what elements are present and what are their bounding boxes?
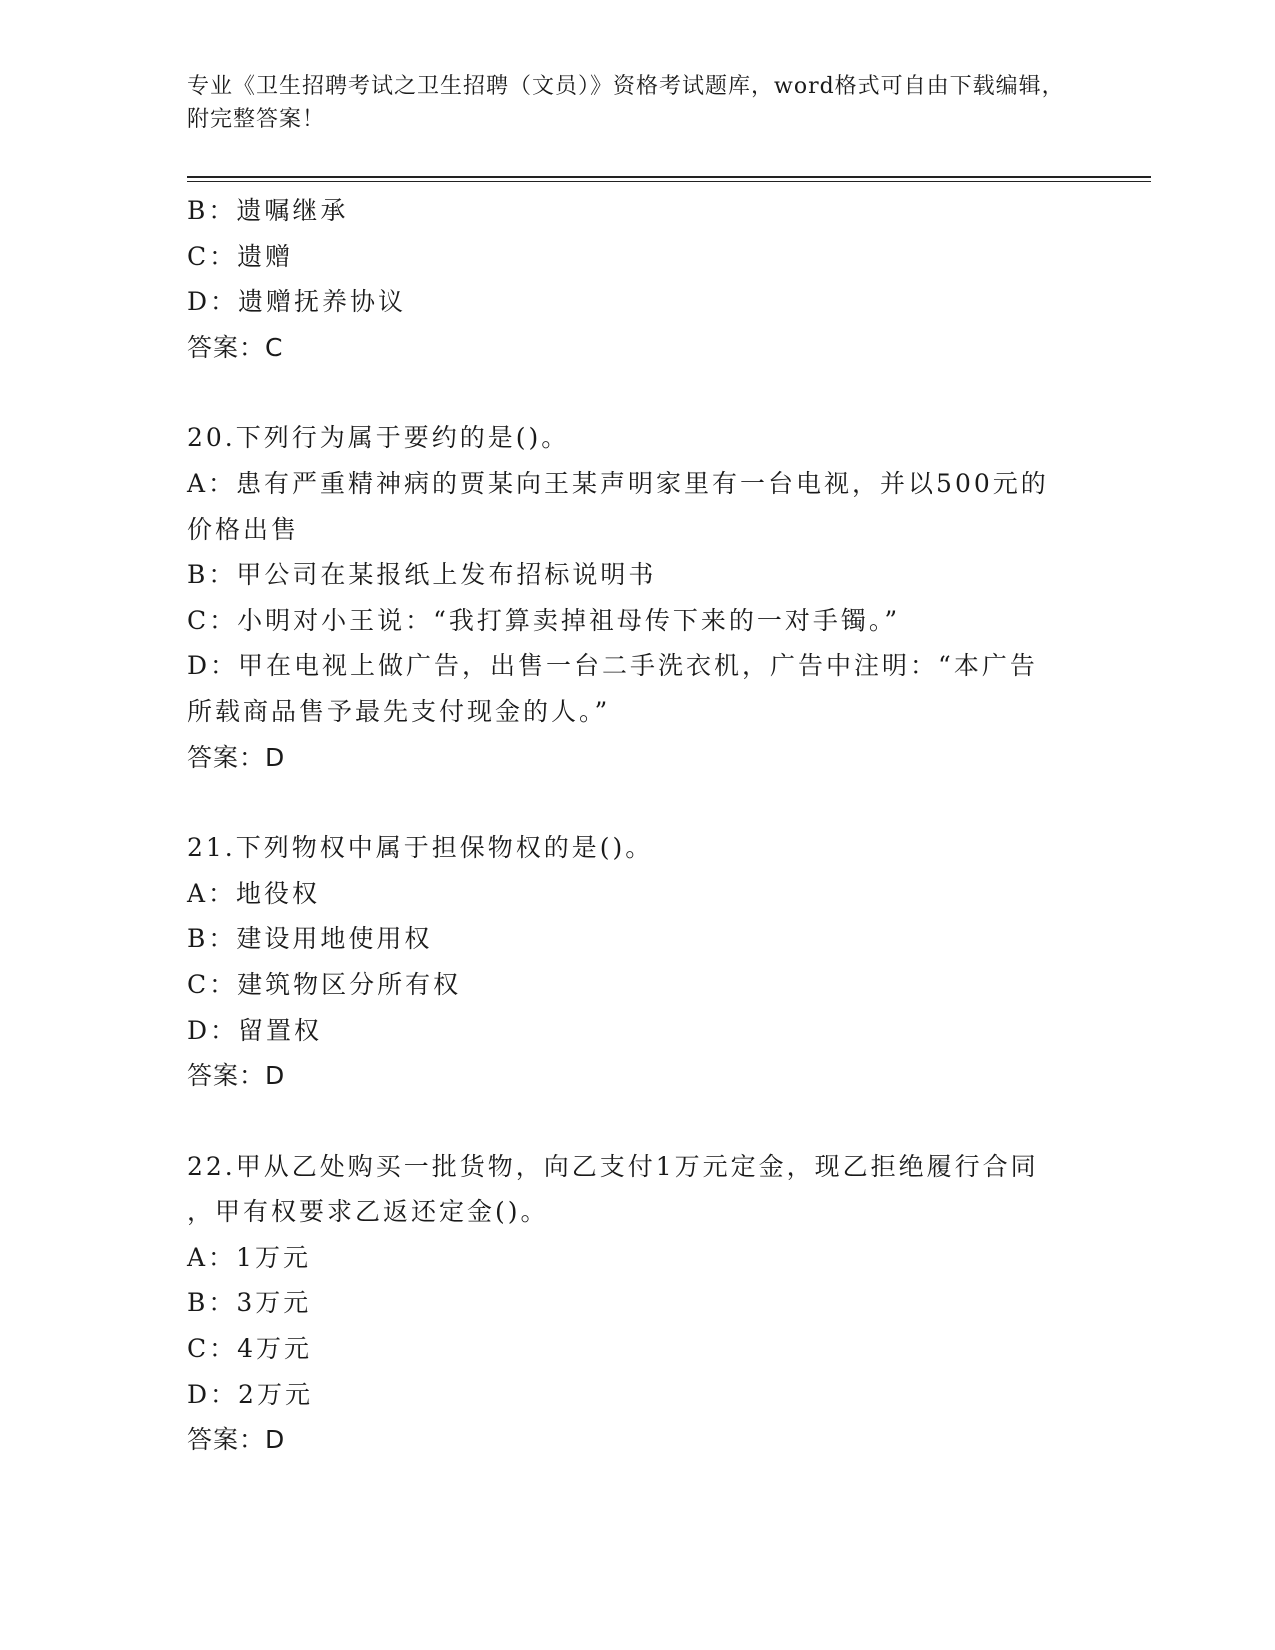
option-line: B：建设用地使用权 [187, 924, 433, 954]
document-body [187, 188, 1067, 1463]
option-line: C：建筑物区分所有权 [187, 969, 462, 999]
answer-line: 答案：C [187, 332, 284, 362]
option-line: B：甲公司在某报纸上发布招标说明书 [187, 560, 657, 590]
question-block [187, 825, 1067, 1099]
answer-line: 答案：D [187, 1425, 286, 1455]
option-line-continued: 所载商品售予最先支付现金的人。” [187, 696, 611, 726]
answer-line: 答案：D [187, 742, 286, 772]
previous-question-block [187, 188, 1067, 370]
document-header: 专业《卫生招聘考试之卫生招聘（文员）》资格考试题库，word格式可自由下载编辑，附完整答案！ [187, 74, 1065, 132]
spacer [187, 1099, 1067, 1144]
question-stem: 21.下列物权中属于担保物权的是()。 [187, 833, 654, 863]
option-line: D：甲在电视上做广告，出售一台二手洗衣机，广告中注明：“本广告 [187, 651, 1038, 681]
question-stem: 20.下列行为属于要约的是()。 [187, 423, 570, 453]
option-line: D：留置权 [187, 1015, 323, 1045]
question-stem: 22.甲从乙处购买一批货物，向乙支付1万元定金，现乙拒绝履行合同 [187, 1151, 1039, 1181]
question-block [187, 415, 1067, 780]
header-divider [187, 176, 1151, 182]
question-stem-continued: ，甲有权要求乙返还定金()。 [187, 1197, 549, 1227]
option-line: B：遗嘱继承 [187, 196, 349, 225]
option-line: C：4万元 [187, 1334, 313, 1364]
spacer [187, 370, 1067, 415]
option-line: A：地役权 [187, 878, 321, 908]
option-line: C：小明对小王说：“我打算卖掉祖母传下来的一对手镯。” [187, 605, 901, 635]
option-line: A：患有严重精神病的贾某向王某声明家里有一台电视，并以500元的 [187, 468, 1049, 498]
option-line: C：遗赠 [187, 241, 294, 271]
option-line: D：遗赠抚养协议 [187, 287, 407, 317]
option-line: A：1万元 [187, 1242, 311, 1272]
option-line: D：2万元 [187, 1379, 313, 1409]
spacer [187, 780, 1067, 825]
option-line: B：3万元 [187, 1288, 312, 1318]
option-line-continued: 价格出售 [187, 514, 300, 544]
question-block [187, 1144, 1067, 1463]
answer-line: 答案：D [187, 1061, 286, 1091]
